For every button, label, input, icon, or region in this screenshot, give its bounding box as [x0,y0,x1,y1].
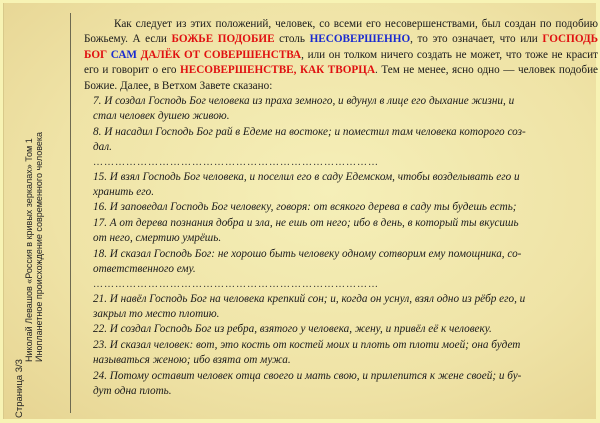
verse-24 [84,369,598,400]
book-title: Николай Левашов «Россия в кривых зеркалах» Том 1 [24,138,34,362]
verse-line: хранить его. [93,186,154,199]
intro-text: столь [279,33,305,46]
verse-line: 23. И сказал человек: вот, это кость от костей моих и плоть от плоти моей; она будет [93,338,521,351]
highlight-red: ДАЛЁК ОТ СОВЕРШЕНСТВА [140,48,302,61]
ellipsis-separator: …………………………………………………………………… [93,156,379,168]
document-page [3,3,599,419]
chapter-title: Инопланетное происхождение современного человека [34,131,44,362]
verse-23 [84,338,598,369]
verse-16: 16. И заповедал Господь Бог человеку, говоря: от всякого дерева в саду ты будешь есть; [93,201,517,214]
verse-18 [84,247,598,278]
verse-8 [84,125,598,156]
highlight-red: НЕСОВЕРШЕНСТВЕ, [180,64,297,77]
verse-line: дут одна плоть. [93,384,172,397]
verse-15 [84,170,598,201]
highlight-red: БОЖЬЕ ПОДОБИЕ [171,33,275,46]
verse-line: дал. [93,141,112,154]
highlight-blue: САМ [110,48,137,61]
page-number: Страница 3/3 [14,359,25,418]
intro-text: . Тем не менее, ясно одно — человек подобие Божие. Далее, в Ветхом Завете сказано: [84,64,599,92]
main-text [84,17,598,399]
sidebar [10,11,62,419]
verse-line: стал человек душею живою. [93,110,230,123]
verse-line: 17. А от дерева познания добра и зла, не ешь от него; ибо в день, в который ты вкусишь [93,216,519,229]
verse-line: ответственного ему. [93,263,196,276]
verse-line: от него, смертию умрёшь. [93,232,222,245]
verse-line: 7. И создал Господь Бог человека из праха земного, и вдунул в лице его дыхание жизни, и [93,95,515,108]
verse-line: 24. Потому оставит человек отца своего и мать свою, и прилепится к жене своей; и бу- [93,369,522,382]
highlight-red: ГОСПОДЬ БОГ [84,33,599,61]
verse-17 [84,216,598,247]
highlight-red: КАК ТВОРЦА [299,64,376,77]
verse-line: 8. И насадил Господь Бог рай в Едеме на востоке; и поместил там человека которого соз- [93,125,526,138]
ellipsis-separator: …………………………………………………………………… [93,278,379,290]
intro-text: , то это означает, что или [410,33,538,46]
verse-line: 21. И навёл Господь Бог на человека крепкий сон; и, когда он уснул, взял одно из рёбр его, и [93,292,526,305]
verse-22: 22. И создал Господь Бог из ребра, взятого у человека, жену, и привёл её к человеку. [93,323,492,336]
intro-text: Как следует из этих положений, человек, со всеми его несовершенствами, был создан по подобию Божьему. А если [84,18,598,46]
verse-line: 15. И взял Господь Бог человека, и поселил его в саду Едемском, чтобы возделывать его и [93,170,520,183]
verse-7 [84,94,598,125]
highlight-blue: НЕСОВЕРШЕННО [309,33,411,46]
verse-21 [84,292,598,323]
verse-line: закрыл то место плотию. [93,307,220,320]
margin-divider [70,13,71,413]
intro-paragraph [84,17,598,94]
verse-line: называться женою; ибо взята от мужа. [93,354,291,367]
intro-text: , или он толком ничего создать не может, что тоже не красит его и говорит о его [84,48,599,77]
verse-line: 18. И сказал Господь Бог: не хорошо быть человеку одному сотворим ему помощника, со- [93,247,522,260]
